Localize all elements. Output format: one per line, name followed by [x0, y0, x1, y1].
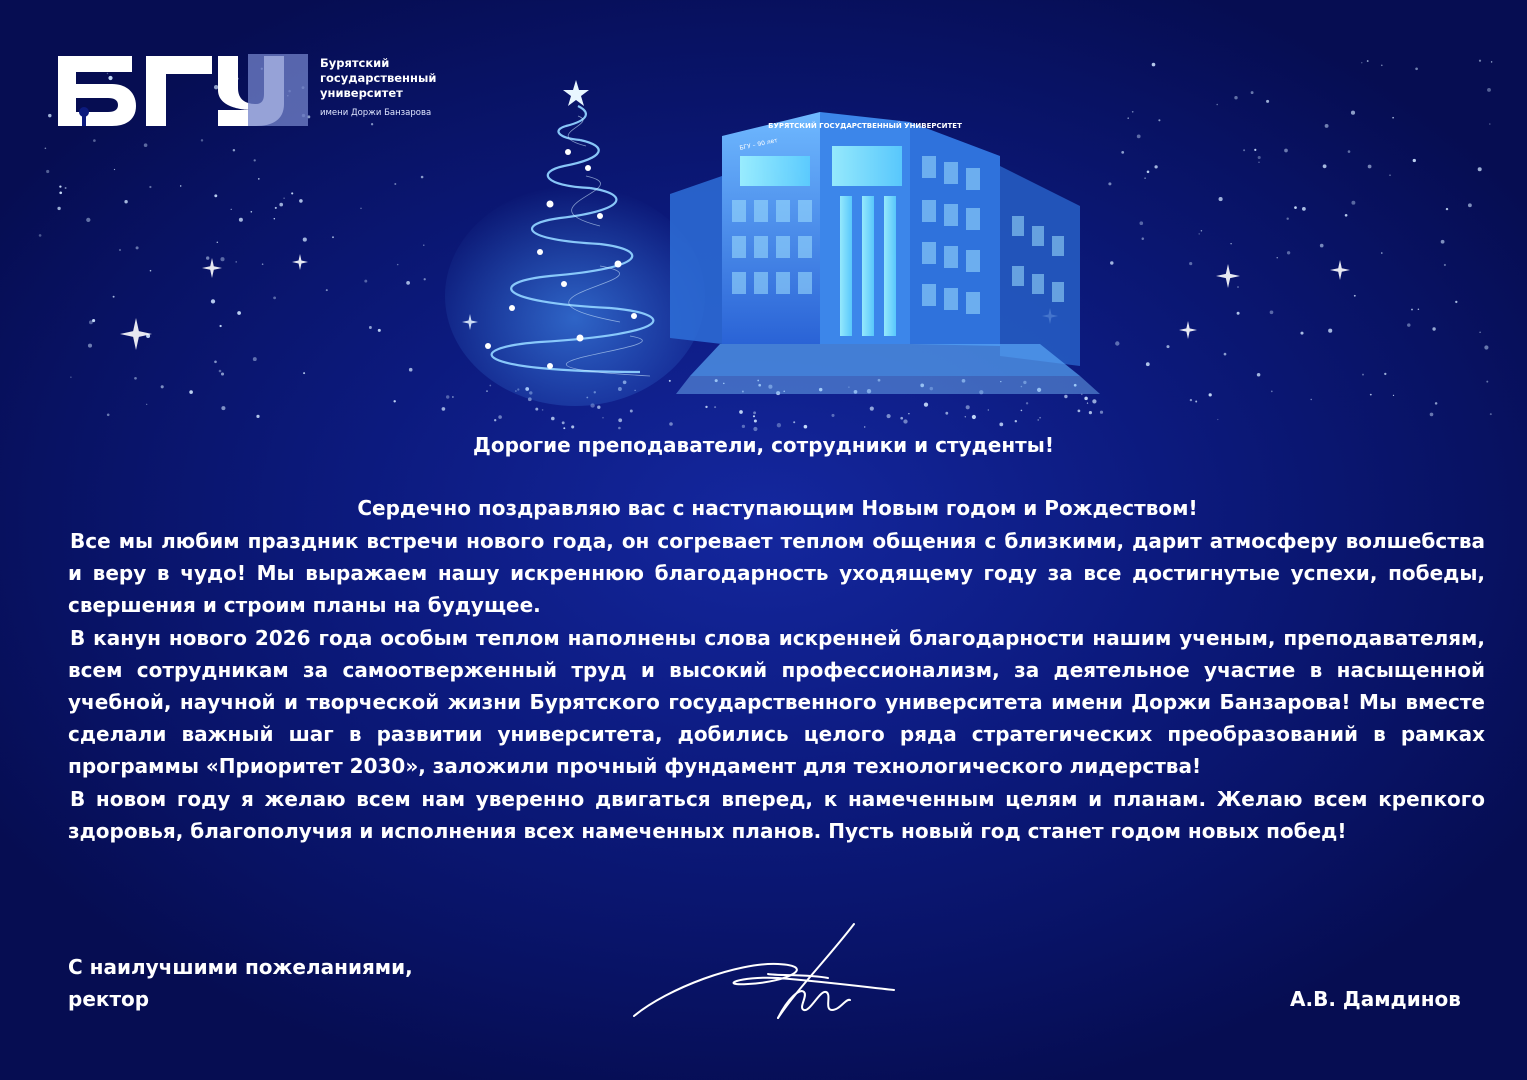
- star-dot: [753, 411, 756, 414]
- star-dot: [908, 413, 909, 414]
- star-dot: [887, 414, 891, 418]
- star-dot: [1158, 119, 1160, 121]
- star-dot: [1310, 399, 1311, 400]
- star-dot: [1189, 262, 1192, 265]
- star-dot: [945, 412, 948, 415]
- letter-body: [68, 525, 1485, 847]
- star-dot: [1323, 164, 1327, 168]
- star-dot: [1078, 410, 1081, 413]
- star-dot: [256, 415, 259, 418]
- star-dot: [1108, 182, 1111, 185]
- star-dot: [1484, 345, 1488, 349]
- star-dot: [251, 211, 253, 213]
- star-dot: [1217, 419, 1218, 420]
- star-dot: [93, 139, 96, 142]
- star-dot: [1367, 60, 1369, 62]
- star-dot: [48, 114, 51, 117]
- star-dot: [364, 280, 367, 283]
- logo-line-1: Бурятский: [320, 56, 390, 70]
- star-dot: [1258, 156, 1261, 159]
- star-dot: [535, 408, 538, 411]
- star-dot: [409, 368, 413, 372]
- star-dot: [1300, 332, 1303, 335]
- star-dot: [1154, 165, 1157, 168]
- star-dot: [1294, 206, 1297, 209]
- star-dot: [1257, 373, 1261, 377]
- star-dot: [1441, 240, 1445, 244]
- star-dot: [1137, 135, 1141, 139]
- star-dot: [219, 370, 222, 373]
- star-dot: [369, 326, 372, 329]
- star-dot: [1302, 207, 1306, 211]
- logo-subtitle: имени Доржи Банзарова: [320, 108, 432, 118]
- sparkle-star-icon: [292, 254, 308, 270]
- star-dot: [1351, 111, 1355, 115]
- star-dot: [618, 418, 622, 422]
- star-dot: [1381, 252, 1383, 254]
- star-dot: [233, 149, 235, 151]
- star-dot: [59, 185, 61, 187]
- star-dot: [1435, 402, 1438, 405]
- star-dot: [1486, 381, 1488, 383]
- closing-block: [68, 951, 588, 1015]
- star-dot: [1039, 417, 1041, 419]
- star-dot: [1219, 197, 1223, 201]
- star-dot: [1146, 362, 1150, 366]
- star-dot: [1415, 67, 1418, 70]
- star-dot: [1455, 301, 1457, 303]
- star-dot: [1284, 149, 1288, 153]
- star-dot: [1328, 329, 1332, 333]
- star-dot: [498, 415, 502, 419]
- star-dot: [739, 410, 743, 414]
- star-dot: [235, 261, 237, 263]
- star-dot: [378, 329, 381, 332]
- building-sign: БУРЯТСКИЙ ГОСУДАРСТВЕННЫЙ УНИВЕРСИТЕТ: [768, 122, 962, 130]
- star-dot: [1270, 310, 1274, 314]
- star-dot: [70, 376, 71, 377]
- star-dot: [1325, 124, 1329, 128]
- star-dot: [161, 385, 164, 388]
- star-dot: [1037, 419, 1038, 420]
- star-dot: [870, 407, 874, 411]
- star-dot: [1110, 261, 1113, 264]
- star-dot: [360, 208, 361, 209]
- star-dot: [65, 187, 67, 189]
- star-dot: [1479, 331, 1481, 333]
- university-logo: [56, 54, 456, 128]
- star-dot: [1243, 149, 1245, 151]
- star-dot: [1411, 309, 1413, 311]
- signer-name: А.В. Дамдинов: [1290, 987, 1461, 1011]
- star-dot: [831, 414, 834, 417]
- star-dot: [1277, 257, 1278, 258]
- star-dot: [1121, 151, 1124, 154]
- star-dot: [754, 419, 757, 422]
- star-dot: [114, 169, 115, 170]
- star-dot: [1432, 327, 1435, 330]
- star-dot: [214, 194, 217, 197]
- star-dot: [900, 417, 903, 420]
- star-dot: [1201, 230, 1203, 232]
- star-dot: [88, 344, 92, 348]
- star-dot: [1478, 167, 1482, 171]
- star-dot: [1348, 150, 1351, 153]
- star-dot: [1384, 373, 1386, 375]
- star-dot: [149, 186, 151, 188]
- sparkle-star-icon: [1179, 321, 1197, 339]
- star-dot: [1468, 203, 1472, 207]
- star-dot: [394, 183, 396, 185]
- letter-paragraph-1: Все мы любим праздник встречи нового года, он согревает теплом общения с близкими, дарит атмосферу волшебства и веру в чудо! Мы выражаем нашу искреннюю благодарность уходящему году за все достигнутые успехи, победы, свершения и строим планы на будущее.: [68, 529, 1485, 618]
- star-dot: [777, 423, 781, 427]
- star-dot: [1271, 391, 1273, 393]
- letter-paragraph-3: В новом году я желаю всем нам уверенно двигаться вперед, к намеченным целям и планам. Желаю всем крепкого здоровья, благополучия и исполнения всех намеченных планов. Пусть новый год станет годом новых побед!: [68, 786, 1485, 843]
- star-dot: [1430, 413, 1434, 417]
- star-dot: [669, 422, 673, 426]
- star-dot: [1152, 63, 1156, 67]
- star-dot: [279, 203, 283, 207]
- star-dot: [1100, 411, 1103, 414]
- star-dot: [113, 296, 115, 298]
- star-dot: [262, 263, 264, 265]
- star-dot: [1166, 345, 1169, 348]
- star-dot: [39, 234, 42, 237]
- star-dot: [1407, 323, 1410, 326]
- star-dot: [1479, 60, 1481, 62]
- logo-text: [320, 56, 470, 119]
- star-dot: [705, 406, 707, 408]
- star-dot: [273, 297, 276, 300]
- closing-phrase: С наилучшими пожеланиями,: [68, 955, 413, 979]
- star-dot: [220, 257, 224, 261]
- star-dot: [45, 148, 47, 150]
- logo-accent-block: [248, 54, 308, 126]
- star-dot: [283, 198, 284, 199]
- handwritten-signature: [628, 918, 898, 1026]
- star-dot: [303, 238, 307, 242]
- star-dot: [1362, 374, 1364, 376]
- university-building-illustration: [670, 112, 1100, 394]
- star-dot: [136, 246, 139, 249]
- star-dot: [442, 407, 446, 411]
- star-dot: [59, 191, 62, 194]
- star-dot: [1287, 251, 1290, 254]
- star-dot: [221, 372, 224, 375]
- star-dot: [1368, 165, 1372, 169]
- star-dot: [180, 185, 181, 186]
- star-dot: [134, 377, 137, 380]
- star-dot: [597, 406, 600, 409]
- star-dot: [275, 207, 277, 209]
- star-dot: [1361, 62, 1362, 63]
- star-dot: [46, 170, 49, 173]
- star-dot: [299, 199, 303, 203]
- star-dot: [1254, 149, 1256, 151]
- star-dot: [988, 409, 989, 410]
- star-dot: [1487, 88, 1491, 92]
- star-dot: [1392, 117, 1394, 119]
- star-dot: [424, 278, 426, 280]
- star-dot: [214, 360, 217, 363]
- congratulation-line: Сердечно поздравляю вас с наступающим Новым годом и Рождеством!: [357, 496, 1198, 520]
- star-dot: [274, 218, 275, 219]
- sparkle-star-icon: [202, 258, 222, 278]
- star-dot: [1021, 410, 1023, 412]
- sparkle-star-icon: [1330, 260, 1350, 280]
- star-dot: [1490, 413, 1492, 415]
- building-anniversary-sign: БГУ – 90 лет: [738, 137, 779, 152]
- star-dot: [150, 270, 152, 272]
- star-dot: [1418, 309, 1420, 311]
- star-dot: [406, 281, 410, 285]
- star-dot: [1491, 61, 1493, 63]
- star-dot: [326, 289, 328, 291]
- star-dot: [239, 218, 243, 222]
- star-dot: [206, 256, 209, 259]
- star-dot: [107, 413, 110, 416]
- star-dot: [189, 390, 193, 394]
- star-dot: [217, 242, 218, 243]
- star-dot: [1089, 411, 1092, 414]
- star-dot: [1444, 264, 1446, 266]
- greeting-heading: Дорогие преподаватели, сотрудники и студенты!: [473, 433, 1054, 457]
- star-dot: [1381, 64, 1383, 66]
- star-dot: [57, 207, 60, 210]
- star-dot: [144, 143, 148, 147]
- star-dot: [903, 419, 907, 423]
- star-dot: [1216, 104, 1218, 106]
- star-dot: [1115, 341, 1119, 345]
- star-dot: [253, 357, 257, 361]
- star-dot: [211, 299, 215, 303]
- star-dot: [753, 415, 755, 417]
- star-dot: [602, 417, 604, 419]
- star-dot: [86, 218, 90, 222]
- star-dot: [551, 417, 555, 421]
- star-dot: [1489, 123, 1491, 125]
- letter-paragraph-2: В канун нового 2026 года особым теплом наполнены слова искренней благодарности нашим ученым, преподавателям, всем сотрудникам за самоотверженный труд и высокий профессионализм, за деятельное участие в насыщенной учебной, научной и творческой жизни Бурятского государственного университета имени Доржи Банзарова! Мы вместе сделали важный шаг в развитии университета, добились целого ряда стратегических преобразований в рамках программы «Приоритет 2030», заложили прочный фундамент для технологического лидерства!: [68, 625, 1485, 779]
- star-dot: [92, 319, 95, 322]
- christmas-tree-icon: [445, 80, 705, 406]
- star-dot: [291, 192, 293, 194]
- star-dot: [332, 236, 334, 238]
- star-dot: [237, 311, 241, 315]
- star-dot: [1139, 221, 1143, 225]
- star-dot: [1224, 353, 1227, 356]
- star-dot: [1446, 208, 1448, 210]
- star-dot: [1127, 117, 1129, 119]
- star-dot: [146, 404, 147, 405]
- star-dot: [999, 423, 1003, 427]
- star-dot: [1198, 233, 1199, 234]
- star-dot: [1190, 399, 1192, 401]
- logo-line-2: государственный: [320, 71, 437, 85]
- star-dot: [1351, 201, 1355, 205]
- star-dot: [231, 209, 232, 210]
- star-dot: [1320, 244, 1324, 248]
- star-dot: [1234, 96, 1237, 99]
- star-dot: [1237, 312, 1240, 315]
- star-dot: [1286, 217, 1288, 219]
- star-dot: [1393, 395, 1394, 396]
- star-dot: [1370, 394, 1372, 396]
- star-dot: [1195, 401, 1197, 403]
- star-dot: [1230, 243, 1231, 244]
- star-dot: [1345, 214, 1348, 217]
- star-dot: [1258, 162, 1259, 163]
- star-dot: [965, 416, 966, 417]
- star-dot: [393, 400, 395, 402]
- star-dot: [1266, 100, 1269, 103]
- star-dot: [630, 410, 633, 413]
- star-dot: [793, 421, 795, 423]
- star-dot: [1354, 295, 1356, 297]
- star-dot: [972, 415, 976, 419]
- star-dot: [1413, 159, 1416, 162]
- star-dot: [219, 325, 221, 327]
- star-dot: [397, 264, 398, 265]
- star-dot: [423, 245, 424, 246]
- star-dot: [1142, 237, 1145, 240]
- signer-title: ректор: [68, 987, 150, 1011]
- star-dot: [1144, 177, 1146, 179]
- star-dot: [221, 406, 225, 410]
- sparkle-star-icon: [120, 318, 152, 350]
- star-dot: [258, 178, 260, 180]
- sparkle-star-icon: [1216, 264, 1240, 288]
- star-dot: [1209, 393, 1212, 396]
- star-dot: [1015, 420, 1017, 422]
- star-dot: [303, 372, 305, 374]
- star-dot: [201, 139, 203, 141]
- star-dot: [1251, 91, 1254, 94]
- star-dot: [421, 176, 424, 179]
- star-dot: [494, 419, 496, 421]
- star-dot: [1237, 286, 1239, 288]
- logo-line-3: университет: [320, 86, 403, 100]
- star-dot: [254, 159, 256, 161]
- star-dot: [124, 200, 127, 203]
- holiday-illustration: [440, 76, 1100, 406]
- star-dot: [119, 249, 121, 251]
- star-dot: [714, 406, 716, 408]
- star-dot: [1132, 111, 1134, 113]
- star-dot: [1147, 171, 1150, 174]
- star-dot: [1389, 175, 1390, 176]
- star-dot: [562, 421, 565, 424]
- star-dot: [542, 409, 544, 411]
